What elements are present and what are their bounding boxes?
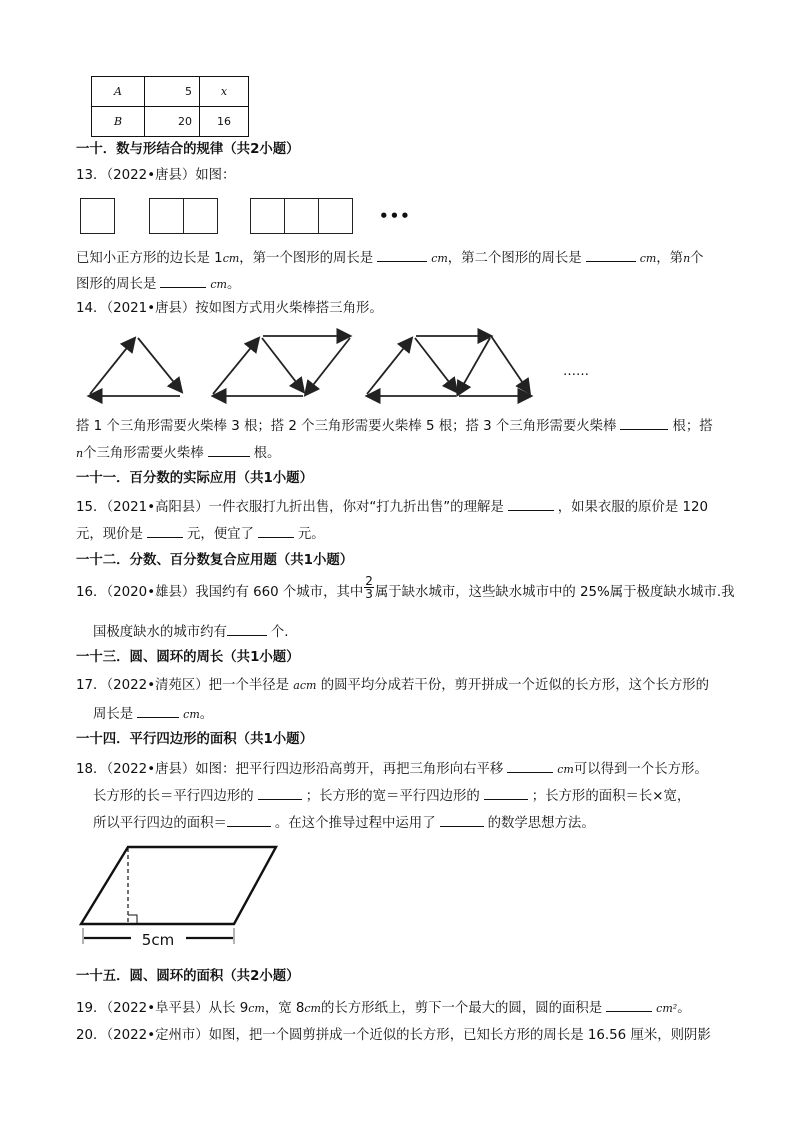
- section-heading: 一十．数与形结合的规律（共2小题）: [76, 142, 300, 157]
- table-row: [92, 107, 249, 137]
- section-heading: 一十五．圆、圆环的面积（共2小题）: [76, 969, 300, 984]
- triangles-figure: [76, 328, 616, 404]
- table-cell: 16: [200, 107, 249, 137]
- question-13-line1: 已知小正方形的边长是 1cm，第一个图形的周长是 cm，第二个图形的周长是 cm，第n个: [76, 248, 704, 268]
- table-cell: x: [200, 77, 249, 107]
- section-heading: 一十三．圆、圆环的周长（共1小题）: [76, 650, 300, 665]
- ellipsis: ……: [563, 364, 589, 379]
- section-heading: 一十二．分数、百分数复合应用题（共1小题）: [76, 553, 354, 568]
- answer-blank[interactable]: [227, 813, 271, 827]
- answer-blank[interactable]: [258, 524, 294, 538]
- table-cell: A: [92, 77, 145, 107]
- table-row: [92, 77, 249, 107]
- answer-blank[interactable]: [484, 786, 528, 800]
- parallelogram-figure: [76, 842, 291, 954]
- section-heading: 一十一．百分数的实际应用（共1小题）: [76, 471, 313, 486]
- answer-blank[interactable]: [208, 443, 250, 457]
- answer-blank[interactable]: [377, 248, 427, 262]
- question-15-line1: 15．（2021•高阳县）一件衣服打九折出售，你对“打九折出售”的理解是 ，如果衣服的原价是 120: [76, 497, 708, 517]
- length-label: 5cm: [141, 931, 175, 949]
- question-18-line3: 所以平行四边的面积＝ 。在这个推导过程中运用了 的数学思想方法。: [93, 813, 595, 833]
- answer-blank[interactable]: [147, 524, 183, 538]
- question-17-line1: 17．（2022•清苑区）把一个半径是 acm 的圆平均分成若干份，剪开拼成一个近似的长方形，这个长方形的: [76, 678, 710, 693]
- answer-blank[interactable]: [160, 274, 206, 288]
- square: [80, 198, 115, 234]
- answer-blank[interactable]: [606, 998, 652, 1012]
- square: [318, 198, 353, 234]
- question-17-line2: 周长是 cm。: [93, 704, 213, 724]
- question-13-head: 13．（2022•唐县）如图：: [76, 168, 236, 183]
- ellipsis: •••: [379, 207, 411, 225]
- table-cell: 5: [145, 77, 200, 107]
- question-14-line2: n个三角形需要火柴棒 根。: [76, 443, 280, 463]
- question-13-line2: 图形的周长是 cm。: [76, 274, 240, 294]
- answer-blank[interactable]: [508, 497, 554, 511]
- square: [250, 198, 285, 234]
- square: [149, 198, 184, 234]
- answer-blank[interactable]: [227, 622, 267, 636]
- question-16-line1: 16．（2020•雄县）我国约有 660 个城市，其中 $\frac{2}{3}$ 属于缺水城市，这些缺水城市中的 25%属于极度缺水城市.我: [76, 573, 735, 601]
- answer-blank[interactable]: [507, 759, 553, 773]
- answer-blank[interactable]: [586, 248, 636, 262]
- question-16-line2: 国极度缺水的城市约有 个.: [93, 622, 289, 642]
- question-15-line2: 元，现价是 元，便宜了 元。: [76, 524, 325, 544]
- section-heading: 一十四．平行四边形的面积（共1小题）: [76, 732, 313, 747]
- question-14-head: 14．（2021•唐县）按如图方式用火柴棒搭三角形。: [76, 301, 383, 316]
- question-20-line1: 20．（2022•定州市）如图，把一个圆剪拼成一个近似的长方形，已知长方形的周长是 16.56 厘米，则阴影: [76, 1028, 711, 1043]
- answer-blank[interactable]: [440, 813, 484, 827]
- question-18-line2: 长方形的长＝平行四边形的 ；长方形的宽＝平行四边形的 ；长方形的面积＝长×宽，: [93, 786, 690, 806]
- square: [183, 198, 218, 234]
- data-table: [91, 76, 249, 137]
- table-cell: B: [92, 107, 145, 137]
- question-19-line1: 19．（2022•阜平县）从长 9cm，宽 8cm的长方形纸上，剪下一个最大的圆，圆的面积是 cm²。: [76, 998, 691, 1018]
- answer-blank[interactable]: [258, 786, 302, 800]
- square: [284, 198, 319, 234]
- question-14-line1: 搭 1 个三角形需要火柴棒 3 根；搭 2 个三角形需要火柴棒 5 根；搭 3 个三角形需要火柴棒 根；搭: [76, 416, 713, 436]
- question-18-line1: 18．（2022•唐县）如图：把平行四边形沿高剪开，再把三角形向右平移 cm可以得到一个长方形。: [76, 759, 708, 779]
- answer-blank[interactable]: [620, 416, 668, 430]
- fraction: $\frac{2}{3}$: [365, 573, 373, 601]
- answer-blank[interactable]: [137, 704, 179, 718]
- table-cell: 20: [145, 107, 200, 137]
